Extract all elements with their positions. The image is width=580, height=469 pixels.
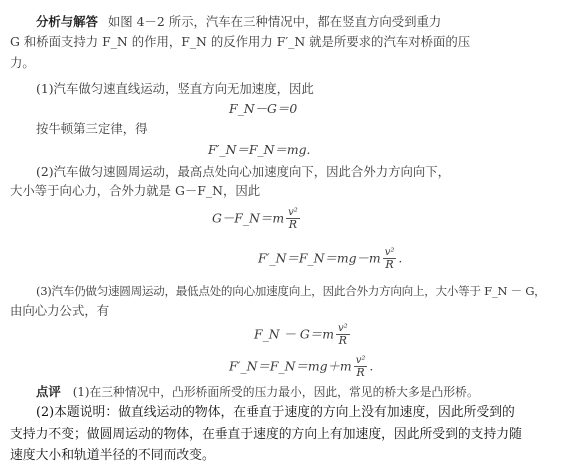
case3-text-1: (3)汽车仍做匀速圆周运动，最低点处的向心加速度向上，因此合外力方向向上，大小等于 F_N － G， — [36, 284, 546, 298]
case3-eq2-denominator: R — [356, 366, 365, 379]
case3-equation-2 — [229, 355, 373, 379]
case3-eq1-left: F_N － G＝m — [254, 326, 334, 342]
comment-text-1: (1)在三种情况中，凸形桥面所受的压力最小，因此，常见的桥大多是凸形桥。 — [72, 385, 479, 399]
case2-eq2-left: F′_N＝F_N＝mg－m — [258, 250, 381, 266]
analysis-line-3: 力。 — [10, 55, 35, 70]
case2-eq1-fraction — [286, 207, 300, 231]
case2-eq1-numerator: v² — [288, 207, 298, 218]
analysis-heading: 分析与解答 — [36, 14, 98, 29]
case2-eq1-left: G－F_N＝m — [212, 210, 285, 226]
case2-eq2-denominator: R — [385, 258, 394, 271]
case2-eq2-numerator: v² — [384, 247, 395, 258]
case1-equation-1: F_N－G＝0 — [229, 101, 298, 116]
case3-eq1-fraction — [336, 323, 350, 347]
case3-text-2: 由向心力公式，有 — [10, 303, 110, 318]
case2-eq1-denominator: R — [288, 218, 298, 231]
case3-eq1-numerator: v² — [337, 323, 348, 334]
case1-equation-2: F′_N＝F_N＝mg. — [208, 142, 311, 157]
case3-equation-1 — [254, 323, 352, 347]
case3-eq2-numerator: v² — [355, 355, 366, 366]
case3-eq1-denominator: R — [338, 334, 347, 347]
comment-line-3: 支持力不变；做圆周运动的物体，在垂直于速度的方向上有加速度，因此所受到的支持力随 — [10, 427, 522, 442]
case2-text-1: (2)汽车做匀速圆周运动，最高点处向心加速度向下，因此合外力方向向下， — [36, 164, 451, 179]
case2-equation-2 — [258, 247, 402, 271]
case3-eq2-fraction — [354, 355, 368, 379]
comment-line-1 — [36, 384, 479, 400]
case2-equation-1 — [212, 207, 302, 231]
comment-line-2: (2)本题说明：做直线运动的物体，在垂直于速度的方向上没有加速度，因此所受到的 — [36, 405, 515, 420]
comment-line-4: 速度大小和轨道半径的不同而改变。 — [10, 448, 215, 463]
case1-text: (1)汽车做匀速直线运动，竖直方向无加速度，因此 — [36, 81, 314, 96]
analysis-line-2: G 和桥面支持力 F_N 的作用，F_N 的反作用力 F′_N 就是所要求的汽车对桥面的压 — [10, 34, 471, 49]
case3-eq2-left: F′_N＝F_N＝mg＋m — [229, 358, 352, 374]
case3-eq2-end: . — [369, 358, 374, 374]
analysis-line-1 — [36, 14, 441, 30]
case2-eq2-fraction — [383, 247, 397, 271]
case1-newton-text: 按牛顿第三定律，得 — [36, 121, 148, 136]
analysis-text-1: 如图 4－2 所示，汽车在三种情况中，都在竖直方向受到重力 — [107, 14, 442, 29]
comment-heading: 点评 — [36, 384, 61, 399]
case2-text-2: 大小等于向心力，合外力就是 G－F_N，因此 — [10, 183, 261, 198]
case2-eq2-end: . — [398, 250, 403, 266]
